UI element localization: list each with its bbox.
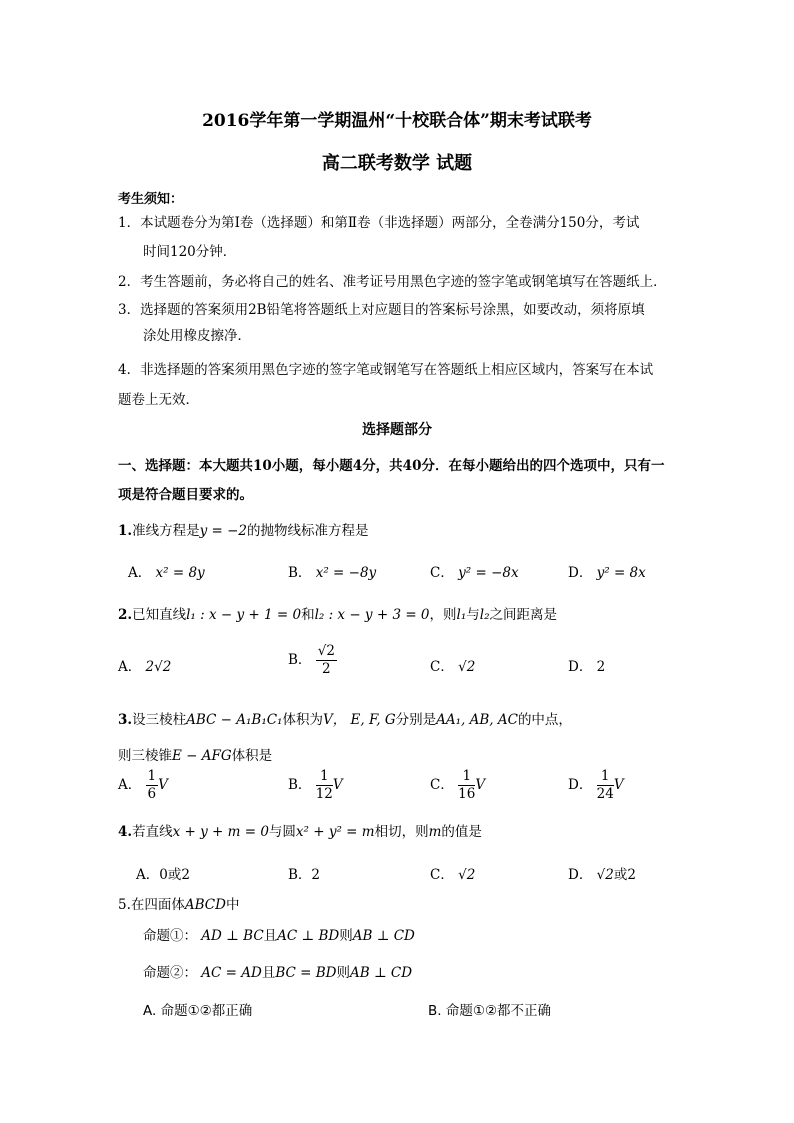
q2-and: 和 <box>301 607 315 623</box>
q1-option-c <box>430 561 519 581</box>
option-label: B． <box>288 777 312 793</box>
q5-stem-text: 5.在四面体 <box>118 897 185 913</box>
q2-option-b <box>288 645 337 676</box>
q3-option-d <box>568 770 624 801</box>
option-value: √2 <box>458 659 476 675</box>
q5-option-b: B. 命题①②都不正确 <box>428 1003 552 1019</box>
q1-stem-text: 准线方程是 <box>132 523 200 539</box>
proposition-and: 且 <box>263 928 278 944</box>
q3-segments: AA₁, AB, AC <box>436 712 518 728</box>
q2-option-a <box>118 655 171 675</box>
option-label: C． <box>430 867 454 883</box>
q3-midpoints: 的中点， <box>517 712 572 728</box>
option-formula: x² = 8y <box>155 565 205 581</box>
q3-line2-end: 体积是 <box>231 748 273 764</box>
q4-circle-label: 与圆 <box>268 824 296 840</box>
q4-circle: x² + y² = m <box>295 824 375 840</box>
q4-line: x + y + m = 0 <box>172 824 269 840</box>
q4-option-a: A．0或2 <box>136 867 190 883</box>
option-formula: y² = 8x <box>596 565 646 581</box>
q4-m: m <box>428 824 442 840</box>
q3-stem-text: 设三棱柱 <box>132 712 187 728</box>
q3-option-b <box>288 770 343 801</box>
option-label: B． <box>288 565 312 581</box>
q3-option-c <box>430 770 485 801</box>
q5-proposition-2 <box>143 961 412 981</box>
option-label: D． <box>568 777 593 793</box>
q3-line2-text: 则三棱锥 <box>118 748 172 764</box>
q1-option-a <box>128 561 205 581</box>
q4-stem-end: 的值是 <box>441 824 482 840</box>
notice-item-1: 1．本试题卷分为第Ⅰ卷（选择题）和第Ⅱ卷（非选择题）两部分，全卷满分150分，考试 <box>118 215 640 231</box>
option-label: D． <box>568 659 593 675</box>
option-value-tail: 或2 <box>613 867 636 883</box>
option-value: √2 <box>596 867 614 883</box>
q2-line-2: l₂ : x − y + 3 = 0 <box>314 607 430 623</box>
question-3 <box>118 708 572 728</box>
q2-then: ，则 <box>429 607 457 623</box>
q2-number: 2. <box>118 607 133 623</box>
fraction-denominator: 6 <box>147 785 157 802</box>
q5-tetrahedron: ABCD <box>184 897 226 913</box>
option-volume: V <box>475 777 486 793</box>
proposition-condition-1: AC = AD <box>201 965 262 981</box>
fraction-numerator: 1 <box>316 770 333 786</box>
q2-stem-text: 已知直线 <box>132 607 187 623</box>
q2-option-b-fraction <box>316 645 337 676</box>
q2-l1-symbol: l₁ <box>456 607 467 623</box>
q2-stem-end: 之间距离是 <box>489 607 557 623</box>
option-label: C． <box>430 565 454 581</box>
option-volume: V <box>332 777 343 793</box>
notice-item-4-cont: 题卷上无效． <box>118 392 199 408</box>
q2-with: 与 <box>466 607 480 623</box>
notice-item-2: 2．考生答题前，务必将自己的姓名、准考证号用黑色字迹的签字笔或钢笔填写在答题纸上． <box>118 274 667 290</box>
q3-respectively: 分别是 <box>395 712 437 728</box>
option-value: √2 <box>458 867 476 883</box>
proposition-then: 则 <box>336 965 350 981</box>
q5-stem-end: 中 <box>225 897 240 913</box>
q3-option-a-fraction <box>146 770 159 801</box>
notice-heading: 考生须知： <box>118 192 184 207</box>
option-volume: V <box>613 777 624 793</box>
q4-stem-text: 若直线 <box>132 824 173 840</box>
fraction-denominator: 12 <box>315 785 333 802</box>
proposition-label: 命题②： <box>143 965 197 981</box>
option-label: D． <box>568 867 593 883</box>
q1-option-d <box>568 561 646 581</box>
q4-option-b: B．2 <box>288 867 321 883</box>
q3-option-c-fraction <box>458 770 475 801</box>
q3-volume-symbol: V， <box>322 712 347 728</box>
option-label: D． <box>568 565 593 581</box>
question-2 <box>118 603 557 623</box>
proposition-label: 命题①： <box>143 928 197 944</box>
q1-number: 1. <box>118 523 133 539</box>
part-intro-line-2: 项是符合题目要求的。 <box>118 487 253 503</box>
fraction-numerator: √2 <box>317 643 335 659</box>
proposition-conclusion: AB ⊥ CD <box>352 928 415 944</box>
q2-option-c <box>430 655 475 675</box>
option-label: B． <box>288 652 312 668</box>
q3-option-a <box>118 770 168 801</box>
notice-item-1-cont: 时间120分钟． <box>143 244 237 260</box>
question-4 <box>118 820 482 840</box>
option-label: A． <box>128 565 152 581</box>
q2-line-1: l₁ : x − y + 1 = 0 <box>186 607 302 623</box>
q3-pyramid: E − AFG <box>172 748 232 764</box>
fraction-denominator: 16 <box>458 785 476 802</box>
q4-option-c <box>430 863 475 883</box>
notice-item-4: 4．非选择题的答案须用黑色字迹的签字笔或钢笔写在答题纸上相应区域内，答案写在本试 <box>118 362 654 378</box>
q4-tangent: 相切，则 <box>374 824 429 840</box>
fraction-numerator: 1 <box>458 770 475 786</box>
option-label: A． <box>118 659 142 675</box>
option-label: C． <box>430 659 454 675</box>
q3-prism: ABC − A₁B₁C₁ <box>186 712 283 728</box>
option-label: A． <box>118 777 142 793</box>
proposition-condition-2: AC ⊥ BD <box>277 928 340 944</box>
fraction-denominator: 24 <box>596 785 614 802</box>
q3-option-b-fraction <box>316 770 333 801</box>
exam-title: 2016学年第一学期温州“十校联合体”期末考试联考 <box>202 111 592 131</box>
question-3-line-2 <box>118 744 272 764</box>
proposition-and: 且 <box>261 965 276 981</box>
proposition-conclusion: AB ⊥ CD <box>349 965 413 981</box>
q1-stem-end: 的抛物线标准方程是 <box>247 523 369 539</box>
option-volume: V <box>158 777 168 793</box>
proposition-condition-1: AD ⊥ BC <box>201 928 264 944</box>
proposition-condition-2: BC = BD <box>275 965 337 981</box>
fraction-denominator: 2 <box>322 660 331 677</box>
q3-points: E, F, G <box>350 712 396 728</box>
fraction-numerator: 1 <box>147 768 157 784</box>
question-1 <box>118 519 369 539</box>
fraction-numerator: 1 <box>597 770 614 786</box>
q3-volume-label: 体积为 <box>282 712 323 728</box>
option-value: 2 <box>596 659 606 675</box>
notice-item-3: 3．选择题的答案须用2B铅笔将答题纸上对应题目的答案标号涂黑，如要改动，须将原填 <box>118 302 645 318</box>
q2-option-d <box>568 655 605 675</box>
q2-l2-symbol: l₂ <box>479 607 490 623</box>
option-formula: y² = −8x <box>458 565 519 581</box>
q4-number: 4. <box>118 824 133 840</box>
part-intro-line-1: 一、选择题：本大题共10小题，每小题4分，共40分．在每小题给出的四个选项中，只有一 <box>118 458 665 474</box>
section-title: 选择题部分 <box>362 422 432 438</box>
notice-item-3-cont: 涂处用橡皮擦净． <box>143 328 251 344</box>
option-label: C． <box>430 777 454 793</box>
q4-option-d <box>568 863 636 883</box>
exam-subtitle: 高二联考数学 试题 <box>321 153 473 174</box>
question-5 <box>118 893 239 913</box>
q1-option-b <box>288 561 376 581</box>
option-formula: x² = −8y <box>315 565 377 581</box>
q3-number: 3. <box>118 712 133 728</box>
proposition-then: 则 <box>339 928 353 944</box>
q5-proposition-1 <box>143 924 415 944</box>
option-value: 2√2 <box>145 659 172 675</box>
q1-directrix: y = −2 <box>199 523 248 539</box>
q3-option-d-fraction <box>597 770 614 801</box>
q5-option-a: A. 命题①②都正确 <box>143 1003 253 1019</box>
